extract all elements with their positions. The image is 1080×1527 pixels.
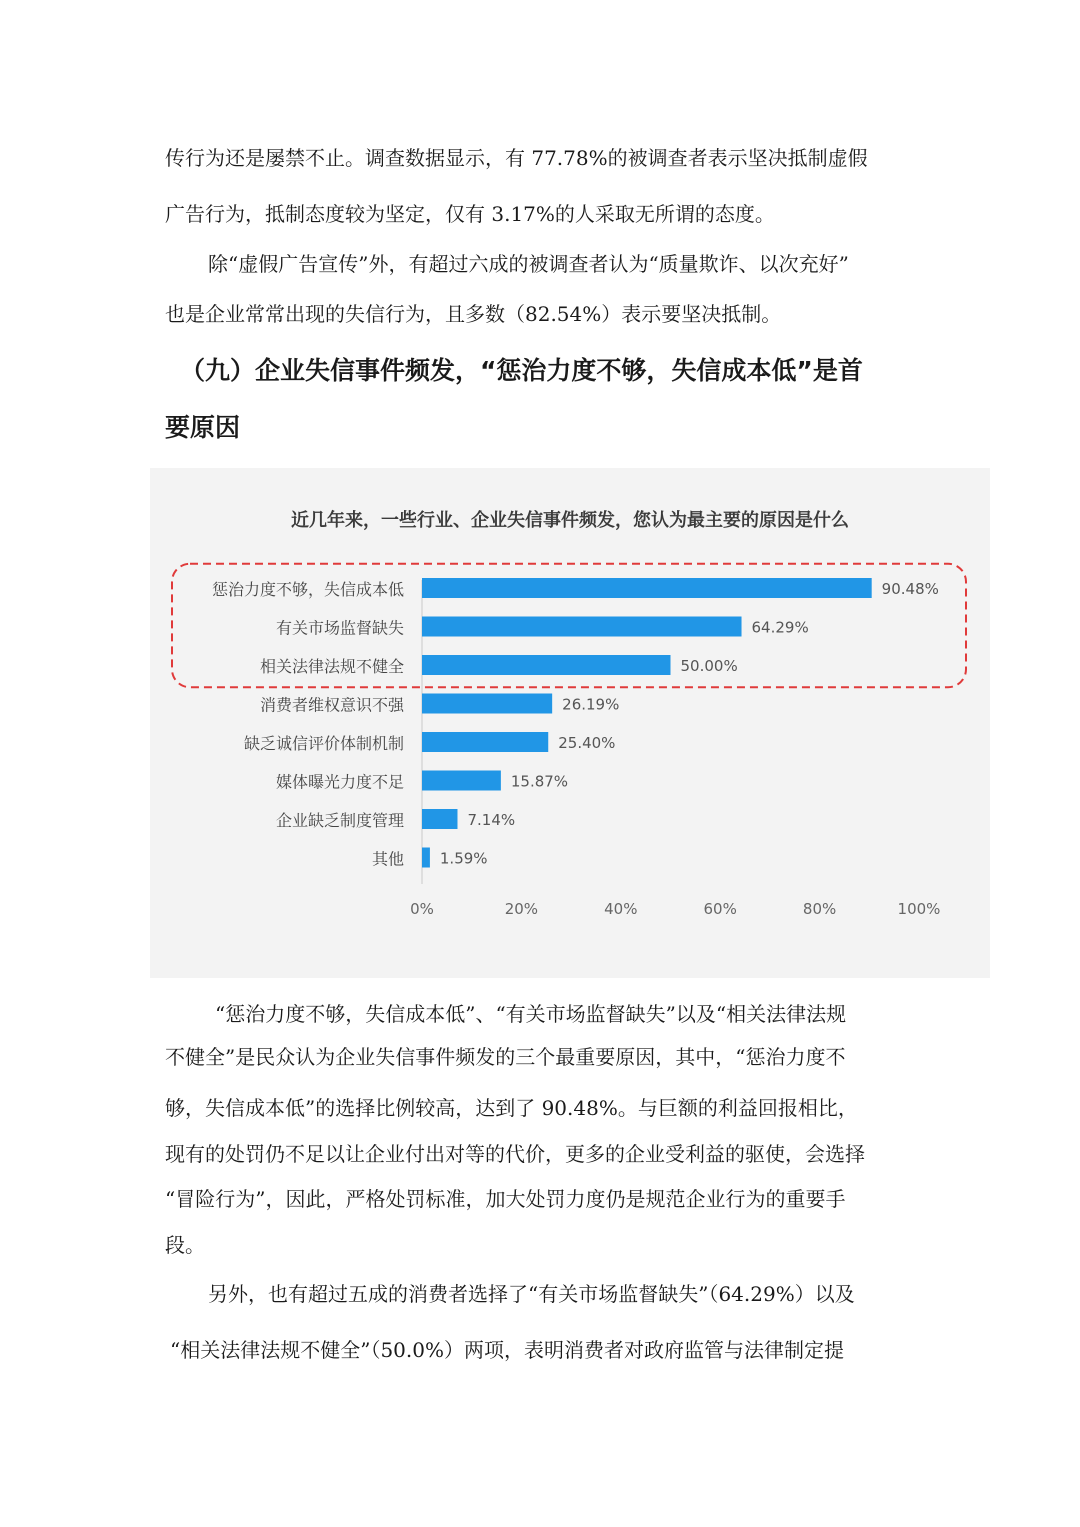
data-label: 7.14% [467,811,516,829]
paragraph-line: 除“虚假广告宣传”外，有超过六成的被调查者认为“质量欺诈、以次充好” [208,252,849,276]
bar-chart [150,468,990,978]
x-tick-label: 80% [802,900,837,918]
category-label: 相关法律法规不健全 [259,657,404,676]
paragraph-line: 现有的处罚仍不足以让企业付出对等的代价，更多的企业受利益的驱使，会选择 [165,1142,865,1166]
paragraph-line: 段。 [165,1233,205,1257]
section-heading: 要原因 [165,413,241,442]
data-label: 15.87% [510,772,569,791]
x-tick-label: 20% [504,900,539,918]
data-bar [422,848,430,868]
data-bar [422,694,552,714]
paragraph-line: 够，失信成本低”的选择比例较高，达到了 90.48%。与巨额的利益回报相比， [165,1096,858,1120]
category-label: 缺乏诚信评价体制机制 [243,734,404,753]
category-label: 消费者维权意识不强 [259,695,404,715]
chart-title: 近几年来，一些行业、企业失信事件频发，您认为最主要的原因是什么 [291,510,849,531]
paragraph-line: 广告行为，抵制态度较为坚定，仅有 3.17%的人采取无所谓的态度。 [165,202,775,226]
category-label: 企业缺乏制度管理 [275,811,404,830]
data-bar [422,732,548,752]
data-label: 64.29% [751,618,809,637]
paragraph-line: 也是企业常常出现的失信行为，且多数（82.54%）表示要坚决抵制。 [165,302,782,326]
data-label: 26.19% [562,695,620,714]
data-label: 50.00% [680,657,738,675]
data-bar [422,655,671,675]
category-label: 媒体曝光力度不足 [275,772,404,792]
data-bar [422,578,872,598]
x-tick-label: 0% [410,900,434,918]
paragraph-line: 传行为还是屡禁不止。调查数据显示，有 77.78%的被调查者表示坚决抵制虚假 [165,146,868,170]
section-heading: （九）企业失信事件频发，“惩治力度不够，失信成本低”是首 [180,356,863,385]
data-label: 25.40% [558,734,616,752]
category-label: 惩治力度不够，失信成本低 [211,580,404,599]
data-bar [422,809,457,829]
paragraph-line: 不健全”是民众认为企业失信事件频发的三个最重要原因，其中，“惩治力度不 [165,1045,846,1069]
category-label: 其他 [371,849,404,869]
paragraph-line: “惩治力度不够，失信成本低”、“有关市场监督缺失”以及“相关法律法规 [215,1002,847,1026]
paragraph-line: 另外，也有超过五成的消费者选择了“有关市场监督缺失”（64.29%）以及 [208,1282,855,1306]
data-label: 90.48% [881,580,939,598]
x-tick-label: 40% [604,900,638,918]
data-bar [422,771,501,791]
x-tick-label: 100% [897,900,941,918]
paragraph-line: “相关法律法规不健全”（50.0%）两项，表明消费者对政府监管与法律制定提 [170,1338,844,1362]
data-bar [422,617,742,637]
paragraph-line: “冒险行为”，因此，严格处罚标准，加大处罚力度仍是规范企业行为的重要手 [165,1187,846,1211]
data-label: 1.59% [439,849,488,868]
chart-canvas [150,468,990,978]
x-tick-label: 60% [703,900,737,918]
category-label: 有关市场监督缺失 [275,618,404,638]
